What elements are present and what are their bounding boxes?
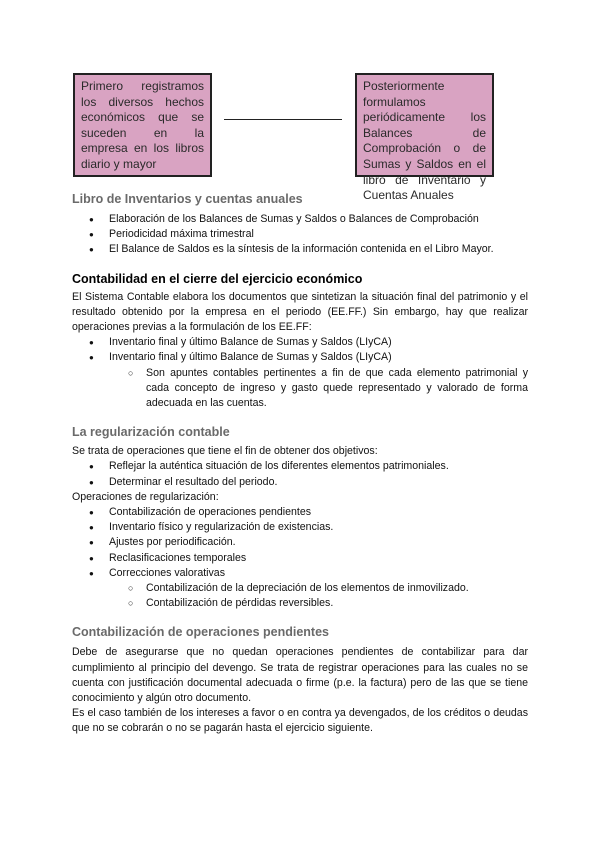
section-heading-inventarios: Libro de Inventarios y cuentas anuales xyxy=(72,192,303,206)
list-item: ● El Balance de Saldos es la síntesis de la información contenida en el Libro Mayor. xyxy=(72,242,528,257)
section-heading-regularizacion: La regularización contable xyxy=(72,425,230,440)
list-item: ● Periodicidad máxima trimestral xyxy=(72,227,528,242)
list-item: ● Determinar el resultado del periodo. xyxy=(72,475,528,490)
paragraph-pendientes-1: Debe de asegurarse que no quedan operaciones pendientes de contabilizar para dar cumplimiento al principio del devengo. Se trata de registrar operaciones para las cuales no se cuenta con justificación documental adecuada o firme (p.e. la factura) pero de las que se tiene conocimiento y algún otro documento. xyxy=(72,646,528,705)
list-item: ● Ajustes por periodificación. xyxy=(72,535,528,550)
bullet-list-operaciones xyxy=(72,505,528,581)
bullet-list-cierre xyxy=(72,335,528,365)
sub-bullet-list-correcciones xyxy=(72,581,528,611)
list-item: ● Elaboración de los Balances de Sumas y Saldos o Balances de Comprobación xyxy=(72,212,528,227)
list-item: ○ Contabilización de la depreciación de los elementos de inmovilizado. xyxy=(72,581,528,596)
bullet-list-inventarios xyxy=(72,212,528,258)
list-item: ● Reflejar la auténtica situación de los diferentes elementos patrimoniales. xyxy=(72,459,528,474)
list-item: ● Correcciones valorativas xyxy=(72,566,528,581)
list-item: ● Inventario final y último Balance de Sumas y Saldos (LIyCA) xyxy=(72,335,528,350)
paragraph-pendientes-2: Es el caso también de los intereses a favor o en contra ya devengados, de los créditos o deudas que no se cobrarán o no se pagarán hasta el ejercicio siguiente. xyxy=(72,707,528,735)
bullet-list-objetivos xyxy=(72,459,528,489)
list-item: ● Inventario físico y regularización de existencias. xyxy=(72,520,528,535)
diagram-box-right: Posteriormente formulamos periódicamente los Balances de Comprobación o de Sumas y Saldos en el libro de Inventario y Cuentas Anuales xyxy=(355,73,494,177)
document-body xyxy=(72,190,528,737)
diagram-box-left: Primero registramos los diversos hechos económicos que se suceden en la empresa en los libros diario y mayor xyxy=(73,73,212,177)
list-item: ● Inventario final y último Balance de Sumas y Saldos (LIyCA) xyxy=(72,350,528,365)
section-heading-cierre: Contabilidad en el cierre del ejercicio económico xyxy=(72,271,363,286)
sub-bullet-list-cierre xyxy=(72,366,528,412)
paragraph-operaciones-label: Operaciones de regularización: xyxy=(72,490,219,503)
list-item: ○ Contabilización de pérdidas reversibles. xyxy=(72,596,528,611)
paragraph-cierre: El Sistema Contable elabora los documentos que sintetizan la situación final del patrimonio y el resultado obtenido por la empresa en el periodo (EE.FF.) Sin embargo, hay que realizar operaciones previas a la formulación de los EE.FF: xyxy=(72,290,528,334)
list-item: ● Reclasificaciones temporales xyxy=(72,551,528,566)
list-item: ○ Son apuntes contables pertinentes a fin de que cada elemento patrimonial y cada concepto de ingreso y gasto quede representado y valorado de forma adecuada en las cuentas. xyxy=(72,366,528,412)
paragraph-regularizacion-intro: Se trata de operaciones que tiene el fin de obtener dos objetivos: xyxy=(72,445,378,458)
section-heading-pendientes: Contabilización de operaciones pendientes xyxy=(72,625,329,640)
list-item: ● Contabilización de operaciones pendientes xyxy=(72,505,528,520)
diagram-connector-line xyxy=(224,119,342,120)
